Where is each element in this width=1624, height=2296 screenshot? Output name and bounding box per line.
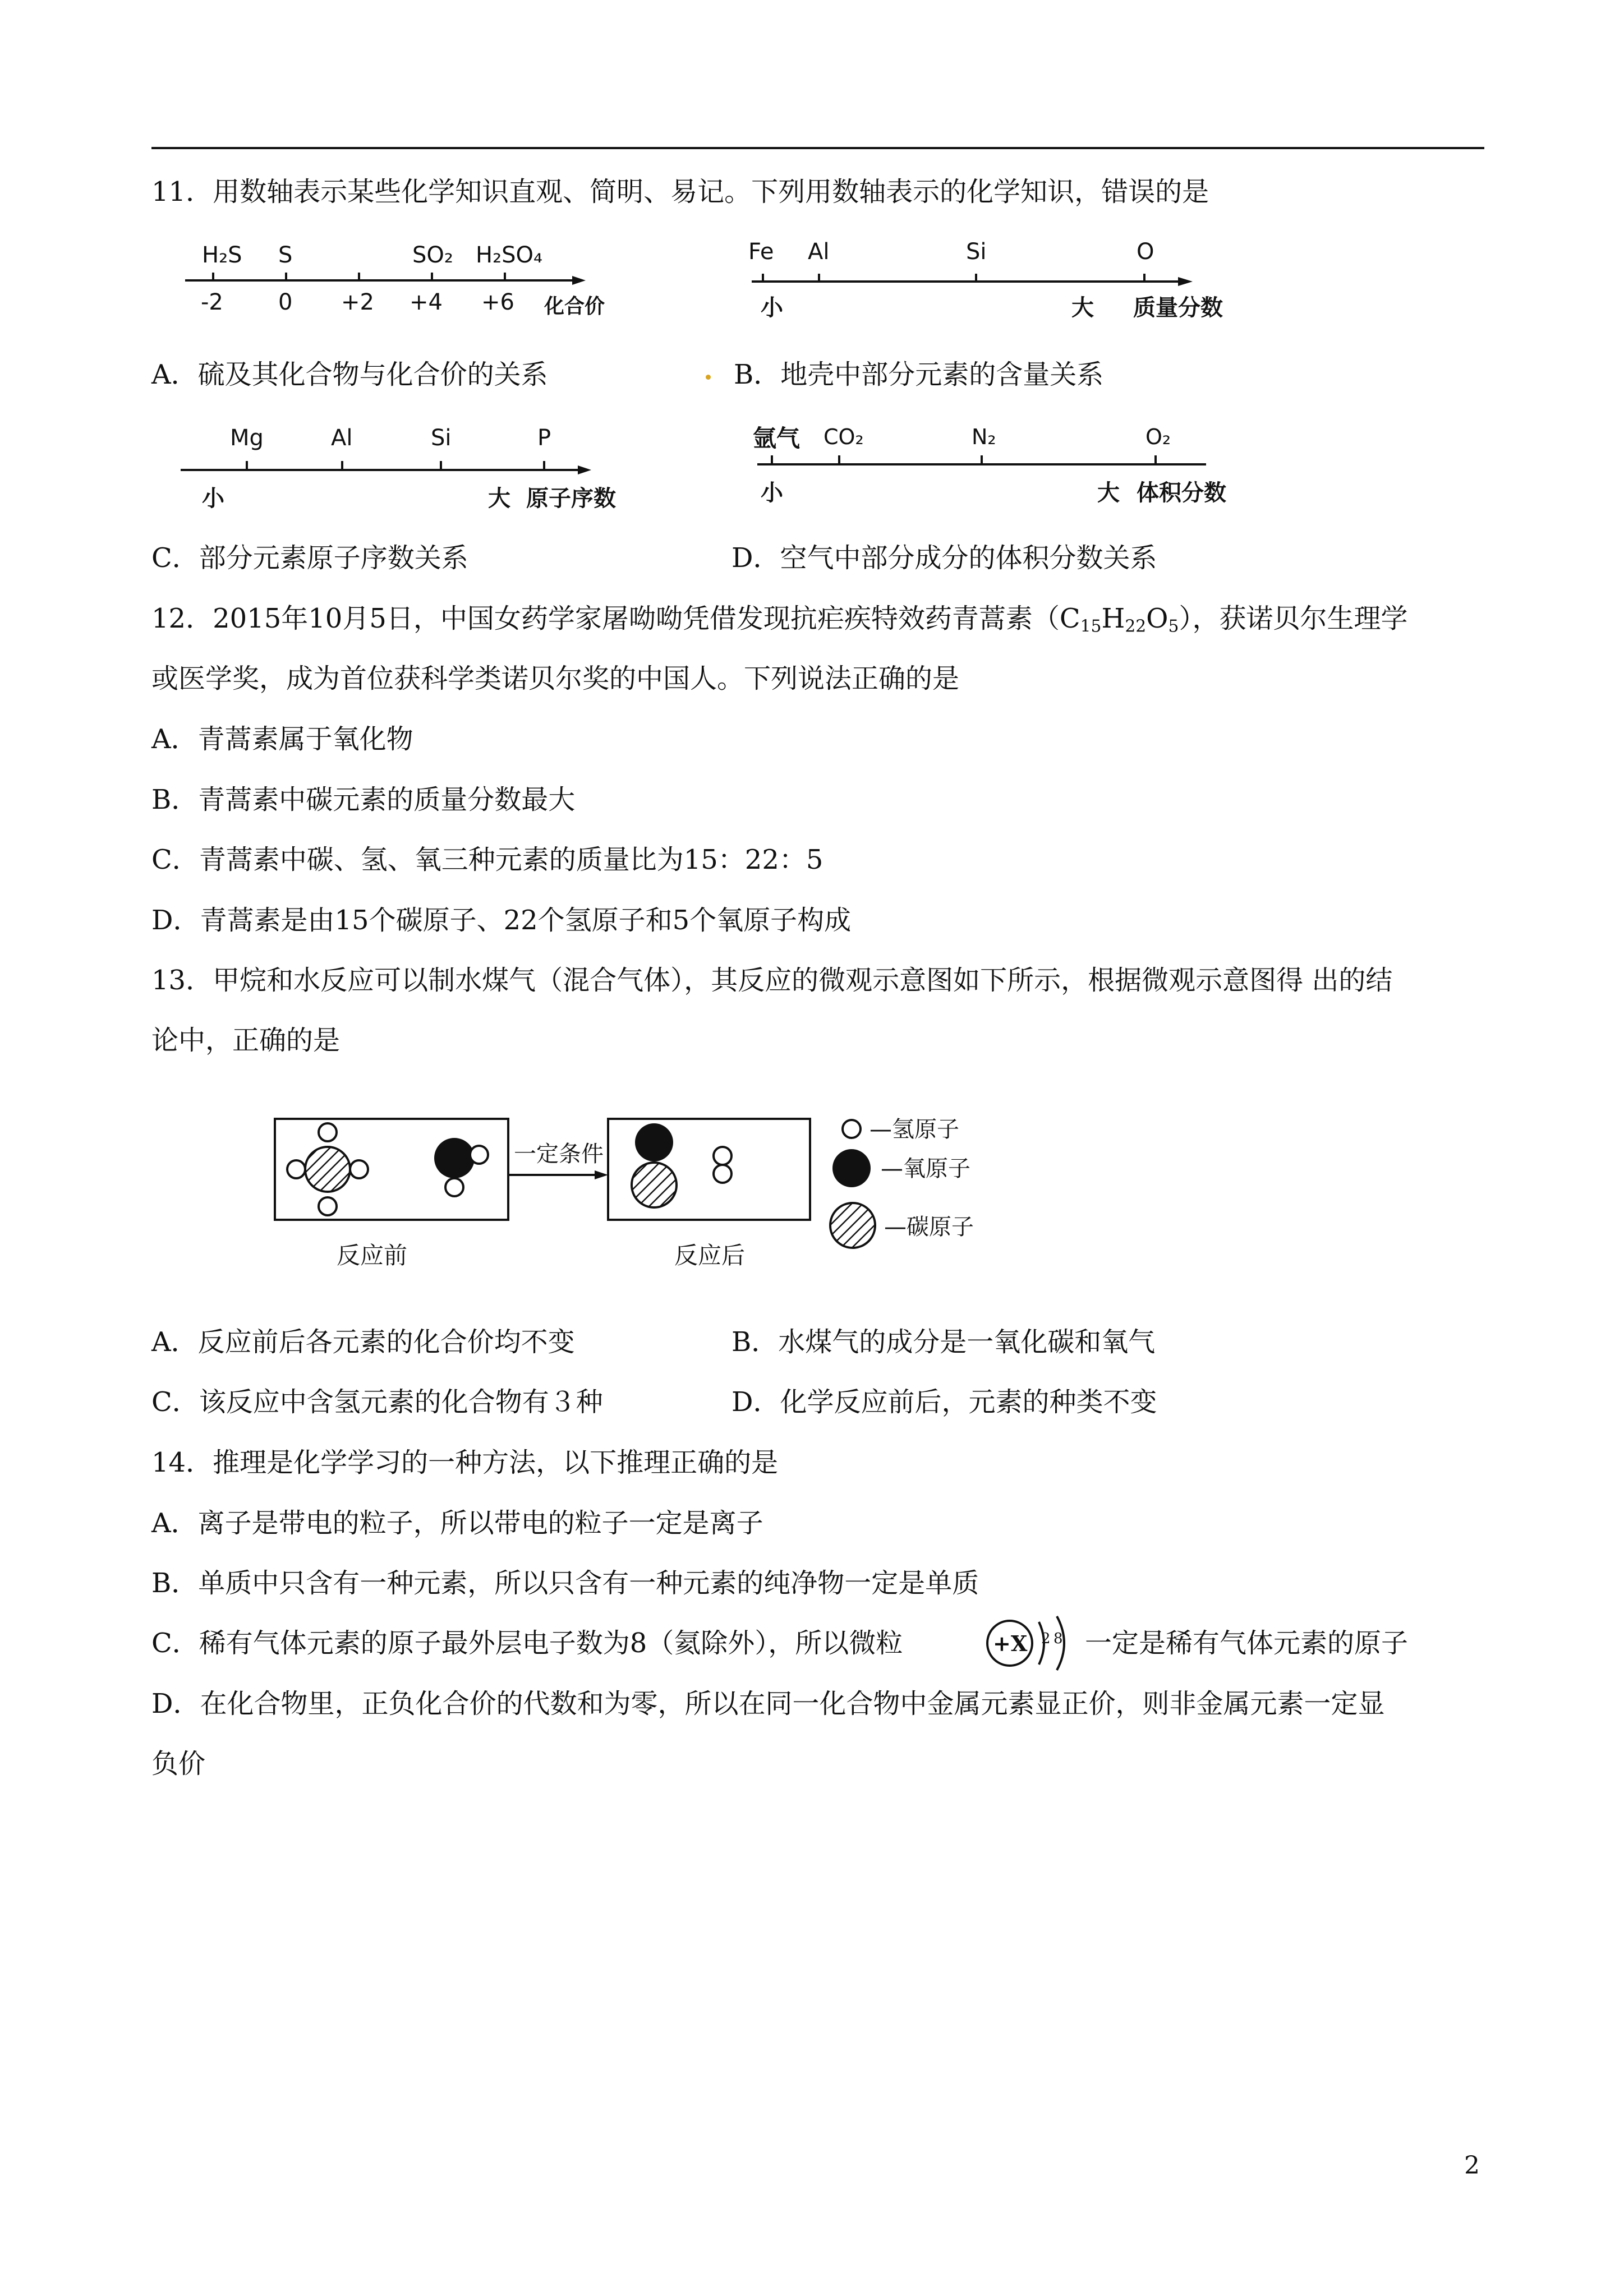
q11-figure-d [740, 415, 1257, 516]
fig-a-axis-label: 化合价 [544, 295, 605, 318]
fig-d-axis-label: 体积分数 [1137, 480, 1226, 506]
legend-carbon-icon [830, 1203, 875, 1248]
page-number: 2 [1464, 2151, 1480, 2180]
fig-b-left: 小 [761, 295, 783, 321]
oxygen-atom [434, 1138, 475, 1178]
axis-arrow [1178, 277, 1193, 286]
hydrogen-atom [714, 1147, 732, 1165]
axis-arrow [578, 465, 591, 474]
oxygen-atom [635, 1123, 673, 1161]
q11-figure-b [740, 230, 1279, 325]
fig-d-right: 大 [1097, 480, 1120, 506]
fig-a-label: S [278, 242, 293, 268]
legend-carbon: —碳原子 [884, 1214, 974, 1240]
fig-b-label: Si [966, 239, 987, 265]
fig-a-tick: +6 [481, 289, 514, 315]
q13-stem-line-2: 论中，正确的是 [151, 1025, 341, 1056]
q13-option-b: B．水煤气的成分是一氧化碳和氧气 [732, 1326, 1156, 1358]
fig-a-tick: -2 [201, 289, 223, 315]
q13-reaction-diagram [269, 1108, 1043, 1293]
fig-d-label: 氩气 [753, 425, 801, 452]
q13-option-c: C．该反应中含氢元素的化合物有３种 [151, 1386, 603, 1418]
q11-option-b: B．地壳中部分元素的含量关系 [734, 359, 1104, 390]
legend-hydrogen: —氢原子 [869, 1117, 959, 1142]
hydrogen-atom [470, 1146, 488, 1164]
fig-a-label: H₂S [202, 242, 242, 268]
legend-oxygen-icon [832, 1149, 871, 1187]
fig-d-left: 小 [761, 480, 783, 506]
fig-c-axis-label: 原子序数 [526, 486, 616, 511]
fig-c-left: 小 [202, 486, 224, 511]
fig-b-label: Fe [748, 239, 774, 265]
shell-1-electrons: 2 [1041, 1630, 1051, 1647]
header-rule [151, 147, 1484, 149]
shell-2-electrons: 8 [1053, 1630, 1063, 1647]
q14-option-c-post: 一定是稀有气体元素的原子 [1085, 1628, 1409, 1659]
axis-arrow [572, 276, 586, 285]
q11-option-d: D．空气中部分成分的体积分数关系 [732, 542, 1157, 574]
after-caption: 反应后 [674, 1242, 746, 1269]
hydrogen-atom [319, 1123, 337, 1141]
q13-stem-line-1: 13．甲烷和水反应可以制水煤气（混合气体），其反应的微观示意图如下所示，根据微观示意图得 出的结 [151, 965, 1393, 996]
q12-option-c: C．青蒿素中碳、氢、氧三种元素的质量比为15：22：5 [151, 844, 823, 875]
fig-a-tick: +2 [341, 289, 374, 315]
fig-c-label: Si [431, 425, 452, 451]
q11-figure-c [174, 416, 656, 517]
carbon-atom [305, 1147, 350, 1192]
q14-option-a: A．离子是带电的粒子，所以带电的粒子一定是离子 [151, 1507, 763, 1539]
q13-option-d: D．化学反应前后，元素的种类不变 [732, 1386, 1157, 1418]
fig-d-label: CO₂ [823, 425, 864, 449]
fig-c-label: Al [331, 425, 353, 451]
q11-option-a: A．硫及其化合物与化合价的关系 [151, 359, 548, 390]
hydrogen-atom [445, 1178, 463, 1196]
atom-structure-diagram [978, 1612, 1085, 1673]
hydrogen-atom [319, 1197, 337, 1215]
reaction-condition: 一定条件 [514, 1141, 604, 1167]
q11-option-c: C．部分元素原子序数关系 [151, 542, 468, 574]
before-caption: 反应前 [337, 1242, 408, 1269]
q12-option-a: A．青蒿素属于氧化物 [151, 723, 413, 755]
fig-b-label: Al [808, 239, 830, 265]
q12-stem-line-1: 12．2015年10月5日，中国女药学家屠呦呦凭借发现抗疟疾特效药青蒿素$(C_{15}H_{22}O_5)$，获诺贝尔生理学 [151, 603, 1408, 637]
q14-option-b: B．单质中只含有一种元素，所以只含有一种元素的纯净物一定是单质 [151, 1567, 979, 1599]
legend-oxygen: —氧原子 [881, 1156, 970, 1182]
q13-option-a: A．反应前后各元素的化合价均不变 [151, 1326, 575, 1358]
fig-a-label: H₂SO₄ [476, 242, 543, 268]
q12-stem-line-2: 或医学奖，成为首位获科学类诺贝尔奖的中国人。下列说法正确的是 [151, 663, 960, 694]
q12-option-b: B．青蒿素中碳元素的质量分数最大 [151, 784, 576, 815]
q12-option-d: D．青蒿素是由15个碳原子、22个氢原子和5个氧原子构成 [151, 905, 852, 936]
fig-c-label: P [537, 425, 551, 451]
fig-a-tick: +4 [410, 289, 443, 315]
fig-b-label: O [1137, 239, 1154, 265]
fig-d-label: N₂ [972, 425, 996, 449]
fig-b-right: 大 [1071, 295, 1094, 321]
carbon-atom [632, 1163, 677, 1207]
hydrogen-atom [714, 1165, 732, 1183]
q11-figure-a [180, 236, 606, 320]
legend-hydrogen-icon [843, 1120, 861, 1138]
q11-stem: 11．用数轴表示某些化学知识直观、简明、易记。下列用数轴表示的化学知识，错误的是 [151, 176, 1209, 208]
stray-dot [706, 375, 711, 380]
fig-c-right: 大 [488, 486, 510, 511]
fig-a-label: SO₂ [412, 242, 453, 268]
fig-c-label: Mg [230, 425, 264, 451]
fig-b-axis-label: 质量分数 [1133, 295, 1223, 321]
fig-d-label: O₂ [1145, 425, 1171, 449]
q14-stem: 14．推理是化学学习的一种方法，以下推理正确的是 [151, 1447, 779, 1478]
fig-a-tick: 0 [278, 289, 293, 315]
hydrogen-atom [350, 1160, 368, 1178]
hydrogen-atom [287, 1160, 305, 1178]
q14-option-c-pre: C．稀有气体元素的原子最外层电子数为8（氦除外），所以微粒 [151, 1628, 903, 1659]
q14-option-d-line-2: 负价 [151, 1748, 206, 1779]
nucleus-charge: +X [993, 1631, 1028, 1656]
q14-option-d-line-1: D．在化合物里，正负化合价的代数和为零，所以在同一化合物中金属元素显正价，则非金属元素一定显 [151, 1688, 1385, 1719]
